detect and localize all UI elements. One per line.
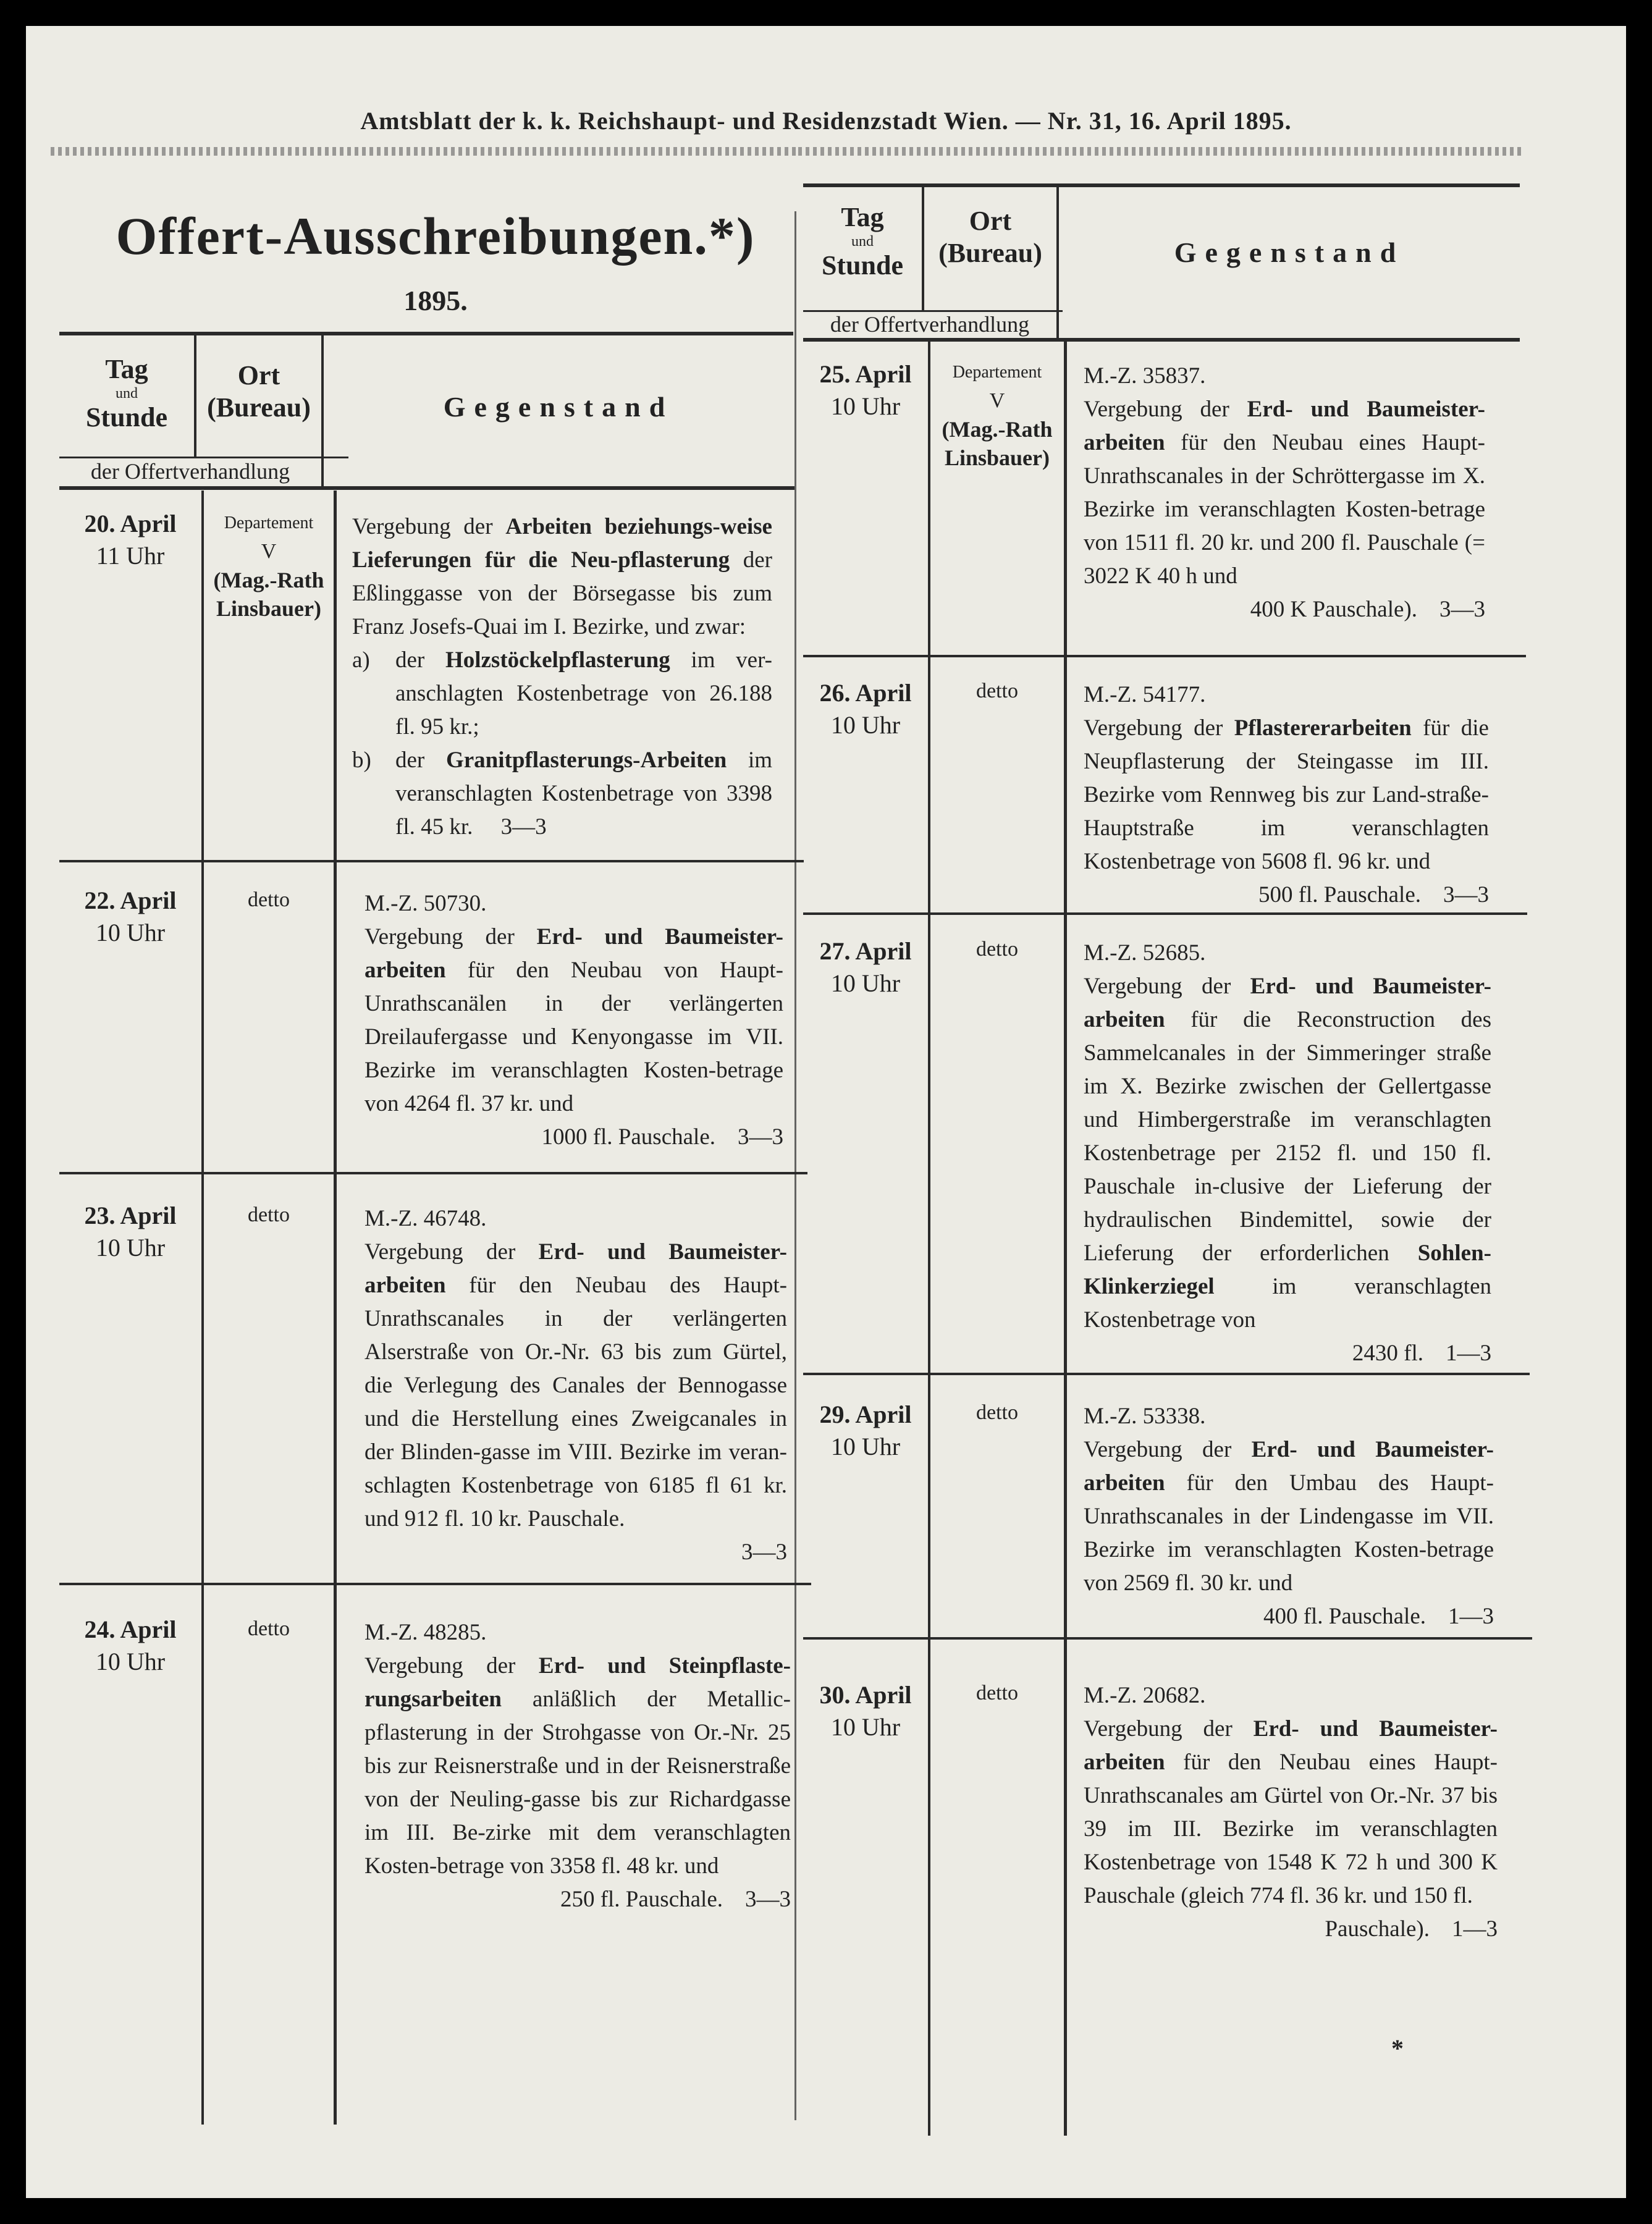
entry-hour: 10 Uhr <box>95 1234 166 1262</box>
entry-text-run: im veranschlagten Kostenbetrage von <box>1084 1274 1491 1333</box>
entry-hour: 10 Uhr <box>830 969 901 997</box>
header-tag: Tag <box>105 354 148 384</box>
entry-office: detto <box>248 888 290 911</box>
entry-text-run: Pauschale). <box>1325 1916 1430 1942</box>
office-line: Departement <box>952 363 1042 382</box>
page-title: Offert-Ausschreibungen.*) <box>116 206 756 266</box>
office-line: (Mag.-Rath <box>213 568 324 592</box>
entry-bold-run: Erd- und Baumeister-arbeiten <box>365 1239 787 1298</box>
subitem-label: a) <box>352 647 370 673</box>
entry-body <box>365 1649 791 1883</box>
entry-sequence: 1—3 <box>1446 1341 1491 1366</box>
right-row-rule-2 <box>803 912 1527 915</box>
entry-body <box>1084 970 1491 1337</box>
header-stunde: Stunde <box>85 402 168 432</box>
entry-text-run: 500 fl. Pauschale. <box>1258 882 1421 908</box>
entry-sequence: 3—3 <box>738 1124 783 1150</box>
footnote-mark: * <box>1391 2034 1404 2062</box>
entry-office: detto <box>976 938 1018 961</box>
entry-office: detto <box>976 1682 1018 1704</box>
header-bureau: (Bureau) <box>207 392 311 423</box>
entry-office: detto <box>248 1617 290 1640</box>
right-header-top-rule <box>803 183 1520 187</box>
entry-text <box>365 887 783 1154</box>
left-body-divider-2 <box>334 491 337 2125</box>
left-header-ort <box>196 360 321 424</box>
office-line: Departement <box>224 513 314 533</box>
entry-last-line <box>1084 1337 1491 1370</box>
entry-reference: M.-Z. 50730. <box>365 891 487 916</box>
entry-text-run: im ver-anschlagten Kostenbetrage von 26.188 fl. 95 kr.; <box>395 647 772 739</box>
header-bureau: (Bureau) <box>938 238 1042 268</box>
entry-hour: 10 Uhr <box>830 711 901 739</box>
entry-day: 22. April <box>84 887 177 914</box>
office-line: V <box>261 540 277 563</box>
entry-last-line <box>1084 1913 1498 1946</box>
entry-text <box>1084 937 1491 1370</box>
entry-date <box>803 1399 928 1463</box>
entry-sequence: 3—3 <box>745 1887 791 1912</box>
entry-subitem <box>352 644 772 744</box>
entry-text-run: 2430 fl. <box>1352 1341 1423 1366</box>
right-header-gegenstand: Gegenstand <box>1174 237 1405 268</box>
entry-day: 26. April <box>819 679 912 707</box>
right-header-sub: der Offertverhandlung <box>830 312 1030 337</box>
entry-text <box>365 1616 791 1916</box>
entry-text-run: anläßlich der Metallic-pflasterung in der Strohgasse von Or.-Nr. 25 bis zur Reisnerstraße und in der Reisnerstraße von der Neuling-gasse bis zur Richardgasse im III. Be-zirke mit dem veranschlagten Kosten-betrage von 3358 fl. 48 kr. und <box>365 1687 791 1879</box>
entry-text-run: der <box>395 647 445 673</box>
entry-office: detto <box>976 1401 1018 1424</box>
entry-bold-run: Sohlen-Klinkerziegel <box>1084 1240 1491 1299</box>
entry-day: 25. April <box>819 360 912 388</box>
entry-text <box>352 510 772 844</box>
entry-sequence: 3—3 <box>500 814 547 840</box>
entry-office <box>204 509 334 623</box>
entry-text-run: 1000 fl. Pauschale. <box>541 1124 715 1150</box>
entry-text-run: der <box>395 748 446 773</box>
entry-day: 23. April <box>84 1202 177 1229</box>
newspaper-page <box>26 26 1626 2198</box>
right-body-divider-1 <box>928 341 930 2136</box>
entry-text-run: Vergebung der <box>365 1239 539 1265</box>
left-header-gegenstand: Gegenstand <box>443 391 674 423</box>
entry-text-run: Vergebung der <box>352 514 506 539</box>
entry-day: 29. April <box>819 1401 912 1428</box>
left-body-divider-1 <box>201 491 204 2125</box>
entry-date <box>803 358 928 423</box>
entry-text <box>1084 678 1489 912</box>
entry-text-run: für die Reconstruction des Sammelcanales in der Simmeringer straße im X. Bezirke zwischen der Gellertgasse und Himbergerstraße im veranschlagten Kostenbetrage per 2152 fl. und 150 fl. Pauschale in-clusive der Lieferung der hydraulischen Bindemittel, sowie der Lieferung der erforderlichen <box>1084 1007 1491 1266</box>
entry-text-run: für die Neupflasterung der Steingasse im III. Bezirke vom Rennweg bis zur Land-straße-Hauptstraße im veranschlagten Kostenbetrage von 5608 fl. 96 kr. und <box>1084 715 1489 874</box>
entry-text-run: Vergebung der <box>1084 715 1234 741</box>
subitem-text <box>395 644 772 744</box>
entry-bold-run: Erd- und Baumeister-arbeiten <box>1084 397 1485 455</box>
entry-hour: 11 Uhr <box>96 542 165 570</box>
entry-body <box>1084 1433 1494 1600</box>
entry-date <box>59 508 201 572</box>
subitem-label: b) <box>352 748 371 773</box>
right-header-ort <box>924 205 1056 269</box>
entry-text-run: Vergebung der <box>365 1653 539 1679</box>
entry-body <box>365 920 783 1121</box>
office-line: (Mag.-Rath <box>942 417 1053 442</box>
entry-text-run: Vergebung der <box>1084 397 1247 422</box>
entry-bold-run: Erd- und Baumeister-arbeiten <box>1084 1437 1494 1496</box>
entry-body <box>1084 393 1485 593</box>
entry-date <box>59 885 201 949</box>
left-header-top-rule <box>59 332 793 335</box>
entry-body <box>1084 712 1489 878</box>
entry-sublist <box>352 644 772 844</box>
entry-text-run: für den Neubau von Haupt-Unrathscanälen in der verlängerten Dreilaufergasse und Kenyongasse im VII. Bezirke im veranschlagten Kosten-betrage von 4264 fl. 37 kr. und <box>365 958 783 1116</box>
entry-office: detto <box>248 1203 290 1226</box>
entry-day: 20. April <box>84 510 177 537</box>
entry-text-run: für den Umbau des Haupt-Unrathscanales in der Lindengasse im VII. Bezirke im veranschlagten Kosten-betrage von 2569 fl. 30 kr. und <box>1084 1470 1494 1596</box>
entry-text-run: Vergebung der <box>1084 974 1250 999</box>
entry-bold-run: Arbeiten beziehungs-weise Lieferungen für die Neu-pflasterung <box>352 514 772 573</box>
entry-reference: M.-Z. 46748. <box>365 1206 487 1231</box>
left-header-tag-stunde <box>59 353 194 434</box>
header-rule-right <box>798 147 1521 156</box>
entry-last-line <box>1084 878 1489 912</box>
entry-subitem <box>352 744 772 844</box>
header-tag: Tag <box>841 202 884 232</box>
running-head: Amtsblatt der k. k. Reichshaupt- und Residenzstadt Wien. — Nr. 31, 16. April 1895. <box>360 107 1292 135</box>
office-line: Linsbauer) <box>944 445 1050 470</box>
header-ort: Ort <box>237 360 280 390</box>
entry-body <box>1084 1712 1498 1913</box>
right-header-tag-stunde <box>803 201 922 282</box>
entry-text-run: 400 fl. Pauschale. <box>1263 1604 1426 1629</box>
entry-text <box>1084 1679 1498 1946</box>
entry-hour: 10 Uhr <box>95 1648 166 1675</box>
entry-reference: M.-Z. 53338. <box>1084 1404 1206 1429</box>
header-und: und <box>116 385 138 402</box>
entry-bold-run: Erd- und Steinpflaste-rungsarbeiten <box>365 1653 791 1712</box>
office-line: V <box>989 389 1005 412</box>
right-body-divider-2 <box>1064 341 1067 2136</box>
entry-text-run: 250 fl. Pauschale. <box>560 1887 723 1912</box>
entry-office: detto <box>976 680 1018 702</box>
right-row-rule-4 <box>803 1637 1532 1640</box>
entry-reference: M.-Z. 20682. <box>1084 1683 1206 1708</box>
entry-bold-run: Pflastererarbeiten <box>1234 715 1412 741</box>
entry-reference: M.-Z. 52685. <box>1084 940 1206 966</box>
header-stunde: Stunde <box>821 250 904 280</box>
right-header-bottom-rule <box>803 338 1520 342</box>
entry-text <box>1084 1400 1494 1633</box>
left-row-rule-3 <box>59 1583 811 1585</box>
entry-text-run: für den Neubau des Haupt-Unrathscanales in der verlängerten Alserstraße von Or.-Nr. 63 bis zum Gürtel, die Verlegung des Canales der Bennogasse und die Herstellung eines Zweigcanales in der Blinden-gasse im VIII. Bezirke im veran-schlagten Kostenbetrage von 6185 fl 61 kr. und 912 fl. 10 kr. Pauschale. <box>365 1273 787 1531</box>
entry-last-line <box>1084 1600 1494 1633</box>
entry-day: 27. April <box>819 937 912 965</box>
entry-date <box>803 935 928 1000</box>
entry-sequence: 3—3 <box>1443 882 1489 908</box>
entry-day: 30. April <box>819 1681 912 1709</box>
entry-last-line <box>1084 593 1485 626</box>
entry-hour: 10 Uhr <box>830 392 901 420</box>
entry-bold-run: Erd- und Baumeister-arbeiten <box>1084 974 1491 1032</box>
entry-text-run: für den Neubau eines Haupt-Unrathscanales am Gürtel von Or.-Nr. 37 bis 39 im III. Bezirke im veranschlagten Kostenbetrage von 1548 K 72 h und 300 K Pauschale (gleich 774 fl. 36 kr. und 150 fl. <box>1084 1750 1498 1908</box>
entry-date <box>59 1614 201 1678</box>
entry-body <box>365 1236 787 1536</box>
entry-hour: 10 Uhr <box>95 919 166 946</box>
entry-date <box>803 677 928 741</box>
left-row-rule-2 <box>59 1172 807 1174</box>
entry-reference: M.-Z. 35837. <box>1084 363 1206 389</box>
entry-sequence: 1—3 <box>1448 1604 1494 1629</box>
entry-bold-run: Granitpflasterungs-Arbeiten <box>445 748 727 773</box>
right-row-rule-1 <box>803 655 1526 657</box>
left-row-rule-1 <box>59 860 804 862</box>
office-line: Linsbauer) <box>216 596 322 621</box>
entry-text-run: 400 K Pauschale). <box>1250 597 1417 622</box>
entry-reference: M.-Z. 48285. <box>365 1620 487 1645</box>
entry-hour: 10 Uhr <box>830 1433 901 1460</box>
entry-day: 24. April <box>84 1615 177 1643</box>
entry-sequence: 3—3 <box>741 1540 787 1565</box>
entry-date <box>803 1679 928 1743</box>
entry-last-line <box>365 1121 783 1154</box>
left-header-sub: der Offertverhandlung <box>90 459 290 484</box>
header-ort: Ort <box>969 206 1012 236</box>
entry-reference: M.-Z. 54177. <box>1084 682 1206 707</box>
page-year: 1895. <box>403 285 468 316</box>
right-row-rule-3 <box>803 1373 1530 1375</box>
entry-hour: 10 Uhr <box>830 1713 901 1741</box>
subitem-text <box>395 744 772 844</box>
entry-sequence: 1—3 <box>1452 1916 1498 1942</box>
entry-intro <box>352 510 772 644</box>
entry-text-run: der Eßlinggasse von der Börsegasse bis zum Franz Josefs-Quai im I. Bezirke, und zwar: <box>352 547 773 639</box>
entry-sequence: 3—3 <box>1439 597 1485 622</box>
entry-date <box>59 1200 201 1264</box>
entry-text <box>365 1202 787 1569</box>
left-header-bottom-rule <box>59 486 794 490</box>
column-divider <box>794 211 796 2120</box>
entry-text <box>1084 360 1485 626</box>
entry-bold-run: Erd- und Baumeister-arbeiten <box>365 924 783 983</box>
header-rule-left <box>51 147 798 156</box>
entry-text-run: im veranschlagten Kostenbetrage von 3398 fl. 45 kr. <box>395 748 772 840</box>
entry-bold-run: Holzstöckelpflasterung <box>445 647 670 673</box>
entry-last-line <box>365 1536 787 1569</box>
header-und: und <box>851 234 874 250</box>
entry-last-line <box>365 1883 791 1916</box>
entry-office <box>930 358 1064 472</box>
entry-text-run: für den Neubau eines Haupt-Unrathscanales in der Schröttergasse im X. Bezirke im veranschlagten Kosten-betrage von 1511 fl. 20 kr. und 200 fl. Pauschale (= 3022 K 40 h und <box>1084 430 1485 589</box>
entry-text-run: Vergebung der <box>1084 1437 1252 1462</box>
entry-text-run: Vergebung der <box>365 924 537 950</box>
entry-text-run: Vergebung der <box>1084 1716 1254 1742</box>
entry-bold-run: Erd- und Baumeister-arbeiten <box>1084 1716 1498 1775</box>
